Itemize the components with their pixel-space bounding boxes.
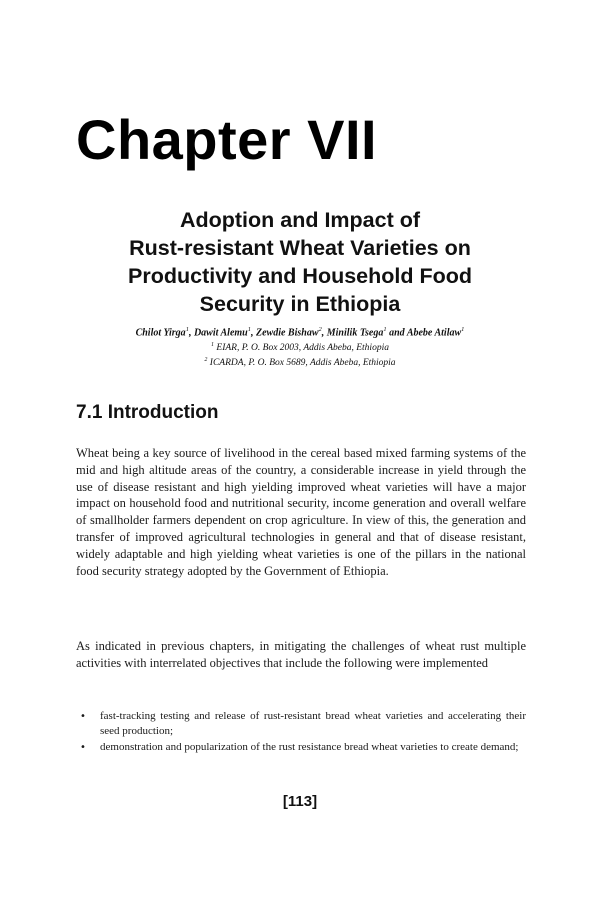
list-item — [76, 709, 526, 739]
section-heading: 7.1 Introduction — [76, 402, 219, 423]
author-affil-mark: 1 — [185, 326, 189, 333]
body-paragraph: As indicated in previous chapters, in mitigating the challenges of wheat rust multiple activities with interrelated objectives that include the following were implemented — [76, 639, 526, 670]
author-separator: , — [188, 327, 194, 339]
affiliation-text: ICARDA, P. O. Box 5689, Addis Abeba, Ethiopia — [209, 358, 396, 369]
bullet-icon: • — [80, 711, 86, 722]
author-separator: and — [386, 327, 407, 339]
affiliation — [60, 339, 540, 354]
author-name: Minilik Tsega — [326, 327, 384, 339]
author-separator: , — [321, 327, 327, 339]
author-affil-mark: 1 — [461, 326, 465, 333]
title-line: Productivity and Household Food — [128, 264, 472, 288]
affiliation-number: 1 — [211, 342, 215, 348]
list-item-text: demonstration and popularization of the rust resistance bread wheat varieties to create demand; — [100, 741, 519, 753]
title-line: Adoption and Impact of — [179, 208, 421, 232]
author-affil-mark: 1 — [383, 326, 387, 333]
affiliation-text: EIAR, P. O. Box 2003, Addis Abeba, Ethiopia — [216, 343, 389, 354]
title-line: Rust-resistant Wheat Varieties on — [129, 236, 471, 260]
author-name: Abebe Atilaw — [406, 327, 462, 339]
bullet-list — [76, 709, 526, 756]
author-affil-mark: 1 — [247, 326, 251, 333]
author-name: Dawit Alemu — [193, 327, 248, 339]
author-name: Chilot Yirga — [135, 327, 186, 339]
page-number: [113] — [282, 793, 318, 810]
affiliation — [60, 354, 540, 369]
list-item-text: fast-tracking testing and release of rust-resistant bread wheat varieties and accelerating their seed production; — [100, 710, 526, 737]
chapter-heading: Chapter VII — [76, 108, 378, 171]
author-name: Zewdie Bishaw — [256, 327, 319, 339]
bullet-icon: • — [80, 742, 86, 753]
body-paragraph: Wheat being a key source of livelihood in the cereal based mixed farming systems of the mid and high altitude areas of the country, a considerable increase in yield through the use of disease resistant and high yielding improved wheat varieties will have a major impact on household food and nutritional security, income generation and overall welfare of smallholder farmers dependent on crop agriculture. In view of this, the generation and transfer of improved agricultural technologies in general and that of disease resistant, widely adaptable and high yielding wheat varieties is one of the pillars in the national food security strategy adopted by the Government of Ethiopia. — [76, 446, 526, 578]
list-item — [76, 740, 526, 755]
author-list — [60, 323, 540, 339]
title-line: Security in Ethiopia — [199, 292, 401, 316]
chapter-title — [60, 206, 540, 318]
author-affil-mark: 2 — [318, 326, 322, 333]
author-separator: , — [251, 327, 256, 339]
affiliation-number: 2 — [204, 357, 208, 363]
